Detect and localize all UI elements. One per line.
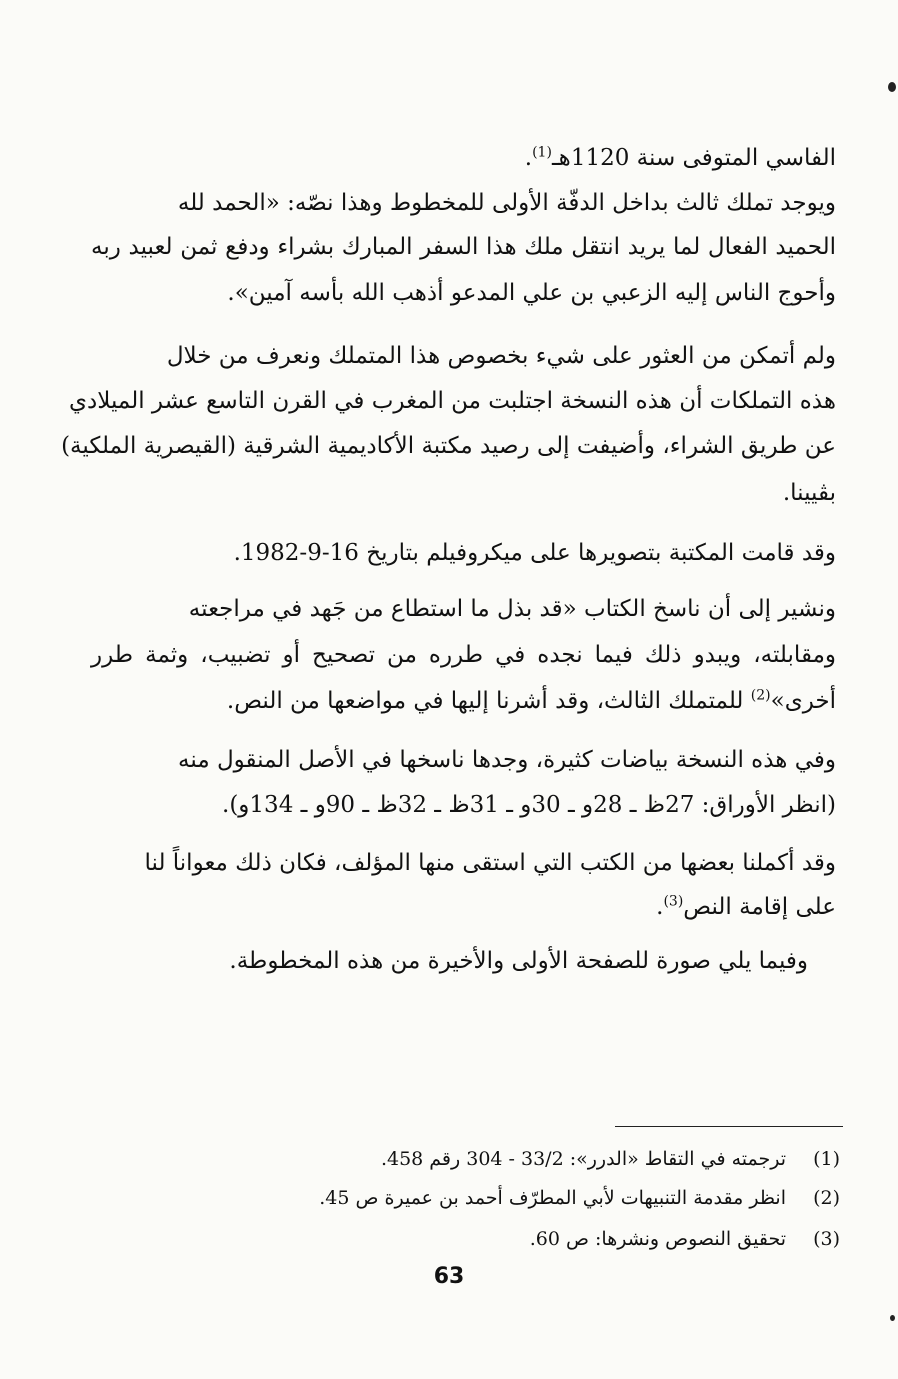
body-line-17: وفيما يلي صورة للصفحة الأولى والأخيرة من هذه المخطوطة. [229, 948, 808, 974]
footnote-ref-2: (2) [750, 687, 771, 704]
footnote-separator [615, 1126, 843, 1127]
footnote-ref-1: (1) [532, 144, 552, 161]
body-line-5: ولم أتمكن من العثور على شيء بخصوص هذا المتملك ونعرف من خلال [166, 343, 836, 369]
body-line-11: ومقابلته، ويبدو ذلك فيما نجده في طرره من تصحيح أو تضبيب، وثمة طرر [91, 642, 836, 668]
body-line-12: أخرى»$^{(2)}$ للمتملك الثالث، وقد أشرنا إليها في مواضعها من النص. [226, 687, 836, 714]
body-line-14: (انظر الأوراق: 27ظ ـ 28و ـ 30و ـ 31ظ ـ 32ظ ـ 90و ـ 134و). [222, 792, 836, 818]
body-line-2: ويوجد تملك ثالث بداخل الدفّة الأولى للمخطوط وهذا نصّه: «الحمد لله [177, 190, 836, 216]
scan-speck [890, 1315, 895, 1321]
footnote-text-1: ترجمته في التقاط «الدرر»: 33/2 - 304 رقم 458. [380, 1148, 786, 1170]
body-line-10: ونشير إلى أن ناسخ الكتاب «قد بذل ما استطاع من جَهد في مراجعته [188, 596, 836, 622]
body-line-13: وفي هذه النسخة بياضات كثيرة، وجدها ناسخها في الأصل المنقول منه [178, 747, 836, 773]
body-line-4: وأحوج الناس إليه الزعبي بن علي المدعو أذهب الله بأسه آمين». [227, 280, 836, 306]
body-line-6: هذه التملكات أن هذه النسخة اجتلبت من المغرب في القرن التاسع عشر الميلادي [69, 388, 836, 414]
page-number: 63 [433, 1264, 465, 1289]
body-line-8: بڤيينا. [782, 480, 836, 506]
footnote-number-3: (3) [813, 1228, 840, 1250]
footnote-text-2: انظر مقدمة التنبيهات لأبي المطرّف أحمد بن عميرة ص 45. [319, 1187, 786, 1209]
footnote-ref-3: (3) [663, 893, 684, 910]
body-line-16: على إقامة النص$^{(3)}$. [656, 893, 836, 920]
footnote-number-1: (1) [813, 1148, 840, 1170]
footnote-text-3: تحقيق النصوص ونشرها: ص 60. [529, 1228, 786, 1250]
body-line-1: الفاسي المتوفى سنة 1120هـ$^{(1)}$. [524, 144, 836, 171]
footnote-number-2: (2) [813, 1187, 840, 1209]
body-line-3: الحميد الفعال لما يريد انتقل ملك هذا السفر المبارك بشراء ودفع ثمن لعبيد ربه [91, 234, 836, 260]
body-line-15: وقد أكملنا بعضها من الكتب التي استقى منها المؤلف، فكان ذلك معواناً لنا [144, 850, 836, 876]
body-line-9: وقد قامت المكتبة بتصويرها على ميكروفيلم بتاريخ 16-9-1982. [233, 540, 836, 566]
scan-speck [888, 82, 896, 92]
body-line-7: عن طريق الشراء، وأضيفت إلى رصيد مكتبة الأكاديمية الشرقية (القيصرية الملكية) [61, 433, 836, 459]
